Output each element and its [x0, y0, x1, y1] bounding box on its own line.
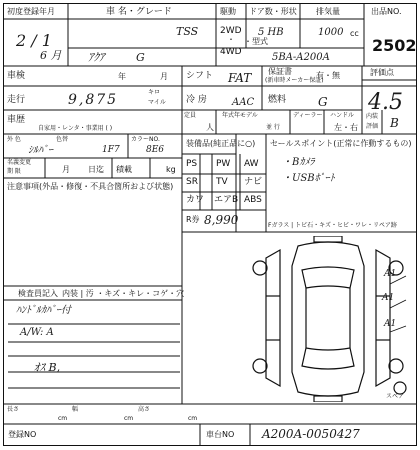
color-code: 8E6	[146, 145, 165, 155]
model-year-sub: 並 行	[266, 124, 280, 131]
color-value: ｼﾙﾊﾞｰ	[28, 145, 53, 156]
score-value: 4.5	[368, 90, 403, 115]
history-options: 自家用・レンタ・事業用 ( )	[38, 125, 113, 132]
sales-point-1: ・Bｶﾒﾗ	[282, 157, 315, 168]
model-type-value: 5BA-A200A	[272, 52, 330, 63]
history-label: 車歴	[7, 115, 26, 125]
km-unit: キロ	[148, 89, 161, 96]
equip-pw: PW	[216, 159, 231, 169]
auction-sheet: 初度登録年月 車 名・グレード 駆動 ドア数・形状 排気量 出品NO. 2502 2 / 1 6 月 ｱｸｱ G TSS 2WD ・ 4WD 5 HB 1000 cc ・型式 5BA-A200A 車検 年 月 シフト FAT 保証書 (新車時メーカー保証) 有・無 評価点 走行 9,875 キロ マイル 冷 房 AAC 燃料 G 4.5 車歴 自家用・レンタ・事業用 ( ) 定員 人 年式年モデル 並 行 ディーラー ハンドル 左・右 内装 評価 B 外 色 色替 ｼﾙﾊﾞｰ カラーNO. 1F7 8E6 名義変更 期 限 月 日迄 積載 kg 注意事項(外品・修復・不具合箇所および状態) 装備品(純正品に○) PS PW AW SR TV ナビ カワ エアB ABS R券 8,990 セールスポイント(正常に作動するもの) ・Bｶﾒﾗ ・USBﾎﾟｰﾄ Fガラス | トビ石・キズ・ヒビ・ワレ・リペア跡 検査員記入 内装 | 汚 ・キズ・キレ・コゲ・穴 ﾊﾝﾄﾞﾙｶﾊﾞｰ付 A/W: A ｵｽ B, A1 A1 A1 スペア 長さ cm 幅 cm 高さ cm 登録NO 車台NO A200A-0050427	[0, 0, 420, 450]
drive-4wd: 4WD	[220, 47, 242, 57]
equip-abs: ABS	[244, 195, 262, 205]
ac-label: 冷 房	[186, 95, 207, 105]
equipment-title: 装備品(純正品に○)	[186, 139, 256, 148]
displacement-unit: cc	[350, 29, 359, 38]
drive-2wd: 2WD	[220, 26, 242, 36]
name-change-label: 名義変更	[7, 159, 32, 166]
sheet-no-label: 出品NO.	[371, 7, 402, 16]
width-label: 幅	[72, 406, 79, 413]
equip-aw: AW	[244, 159, 259, 169]
warranty-sub: (新車時メーカー保証)	[265, 77, 324, 84]
model-name: ｱｸｱ	[88, 51, 105, 64]
shaken-label: 車検	[7, 71, 26, 81]
color-no-value: 1F7	[102, 145, 120, 155]
first-reg-month: 6 月	[40, 49, 62, 62]
sales-points-title: セールスポイント(正常に作動するもの)	[270, 139, 412, 148]
capacity-label: 定員	[184, 112, 197, 119]
height-label: 高さ	[138, 406, 151, 413]
equip-sr: SR	[186, 177, 198, 187]
length-cm: cm	[58, 415, 68, 422]
name-change-month: 月	[62, 165, 70, 174]
inspector-note-1: ﾊﾝﾄﾞﾙｶﾊﾞｰ付	[16, 305, 71, 316]
equip-navi: ナビ	[244, 177, 263, 187]
first-reg-value: 2 / 1	[16, 31, 52, 50]
inspector-note-3: ｵｽ B,	[34, 361, 61, 374]
sheet-number: 2502	[372, 36, 417, 55]
f-glass-label: Fガラス | トビ石・キズ・ヒビ・ワレ・リペア跡	[268, 222, 397, 229]
deadline-label: 期 限	[7, 168, 21, 175]
load-label: 積載	[116, 165, 132, 174]
shaken-month-label: 月	[160, 72, 168, 81]
inspector-note-2: A/W: A	[20, 327, 54, 338]
equip-airbag: エアB	[214, 195, 239, 205]
shift-value: FAT	[228, 71, 252, 85]
notes-label: 注意事項(外品・修復・不具合箇所および状態)	[7, 182, 174, 191]
equip-ps: PS	[186, 159, 198, 169]
kg-label: kg	[166, 165, 176, 174]
first-reg-label: 初度登録年月	[7, 7, 55, 16]
door-shape-label: ドア数・形状	[249, 7, 297, 16]
outer-color-label: 外 色	[7, 136, 21, 143]
damage-mark-3: A1	[384, 319, 397, 329]
shift-label: シフト	[186, 71, 214, 81]
color-no-label: カラーNO.	[131, 136, 160, 143]
sales-point-2: ・USBﾎﾟｰﾄ	[282, 173, 335, 184]
warranty-label: 保証書	[268, 67, 292, 76]
mile-unit: マイル	[148, 99, 166, 106]
handle-label: ハンドル	[330, 112, 355, 119]
fuel-value: G	[318, 95, 328, 109]
drive-label: 駆動	[220, 7, 236, 16]
inspector-label: 検査員記入	[18, 289, 58, 298]
name-grade-label: 車 名・グレード	[106, 7, 172, 17]
score-label: 評価点	[370, 68, 394, 77]
mileage-label: 走行	[7, 95, 26, 105]
spare-label: スペア	[386, 393, 405, 400]
interior-label: 内装	[366, 113, 379, 120]
displacement-value: 1000	[318, 27, 344, 38]
ac-value: AAC	[232, 97, 255, 108]
width-cm: cm	[124, 415, 134, 422]
capacity-unit: 人	[206, 123, 214, 132]
damage-mark-2: A1	[382, 293, 395, 303]
model-year-label: 年式年モデル	[222, 112, 258, 119]
dealer-label: ディーラー	[293, 112, 323, 119]
displacement-label: 排気量	[316, 7, 340, 16]
door-shape-value: 5 HB	[258, 27, 284, 38]
fuel-label: 燃料	[268, 95, 287, 105]
equip-leather: カワ	[186, 195, 205, 205]
r-ticket-label: R券	[186, 215, 200, 224]
interior-value: B	[390, 116, 399, 130]
reg-no-label: 登録NO	[8, 430, 37, 439]
warranty-options: 有・無	[316, 71, 340, 80]
height-cm: cm	[188, 415, 198, 422]
model-type-label: ・型式	[244, 37, 268, 46]
original-color-label: 色替	[56, 136, 69, 143]
name-change-day: 日迄	[88, 165, 104, 174]
inspector-options: 内装 | 汚 ・キズ・キレ・コゲ・穴	[62, 289, 185, 298]
chassis-label: 車台NO	[206, 430, 235, 439]
handle-options: 左・右	[334, 123, 358, 132]
grade-note: TSS	[176, 25, 199, 38]
shaken-year-label: 年	[118, 72, 126, 81]
grade-value: G	[136, 51, 145, 64]
mileage-value: 9,875	[68, 92, 119, 108]
length-label: 長さ	[7, 406, 20, 413]
r-ticket-value: 8,990	[204, 213, 239, 227]
equip-tv: TV	[216, 177, 228, 187]
damage-mark-1: A1	[384, 269, 397, 279]
interior-sub: 評価	[366, 123, 379, 130]
chassis-value: A200A-0050427	[262, 427, 360, 441]
